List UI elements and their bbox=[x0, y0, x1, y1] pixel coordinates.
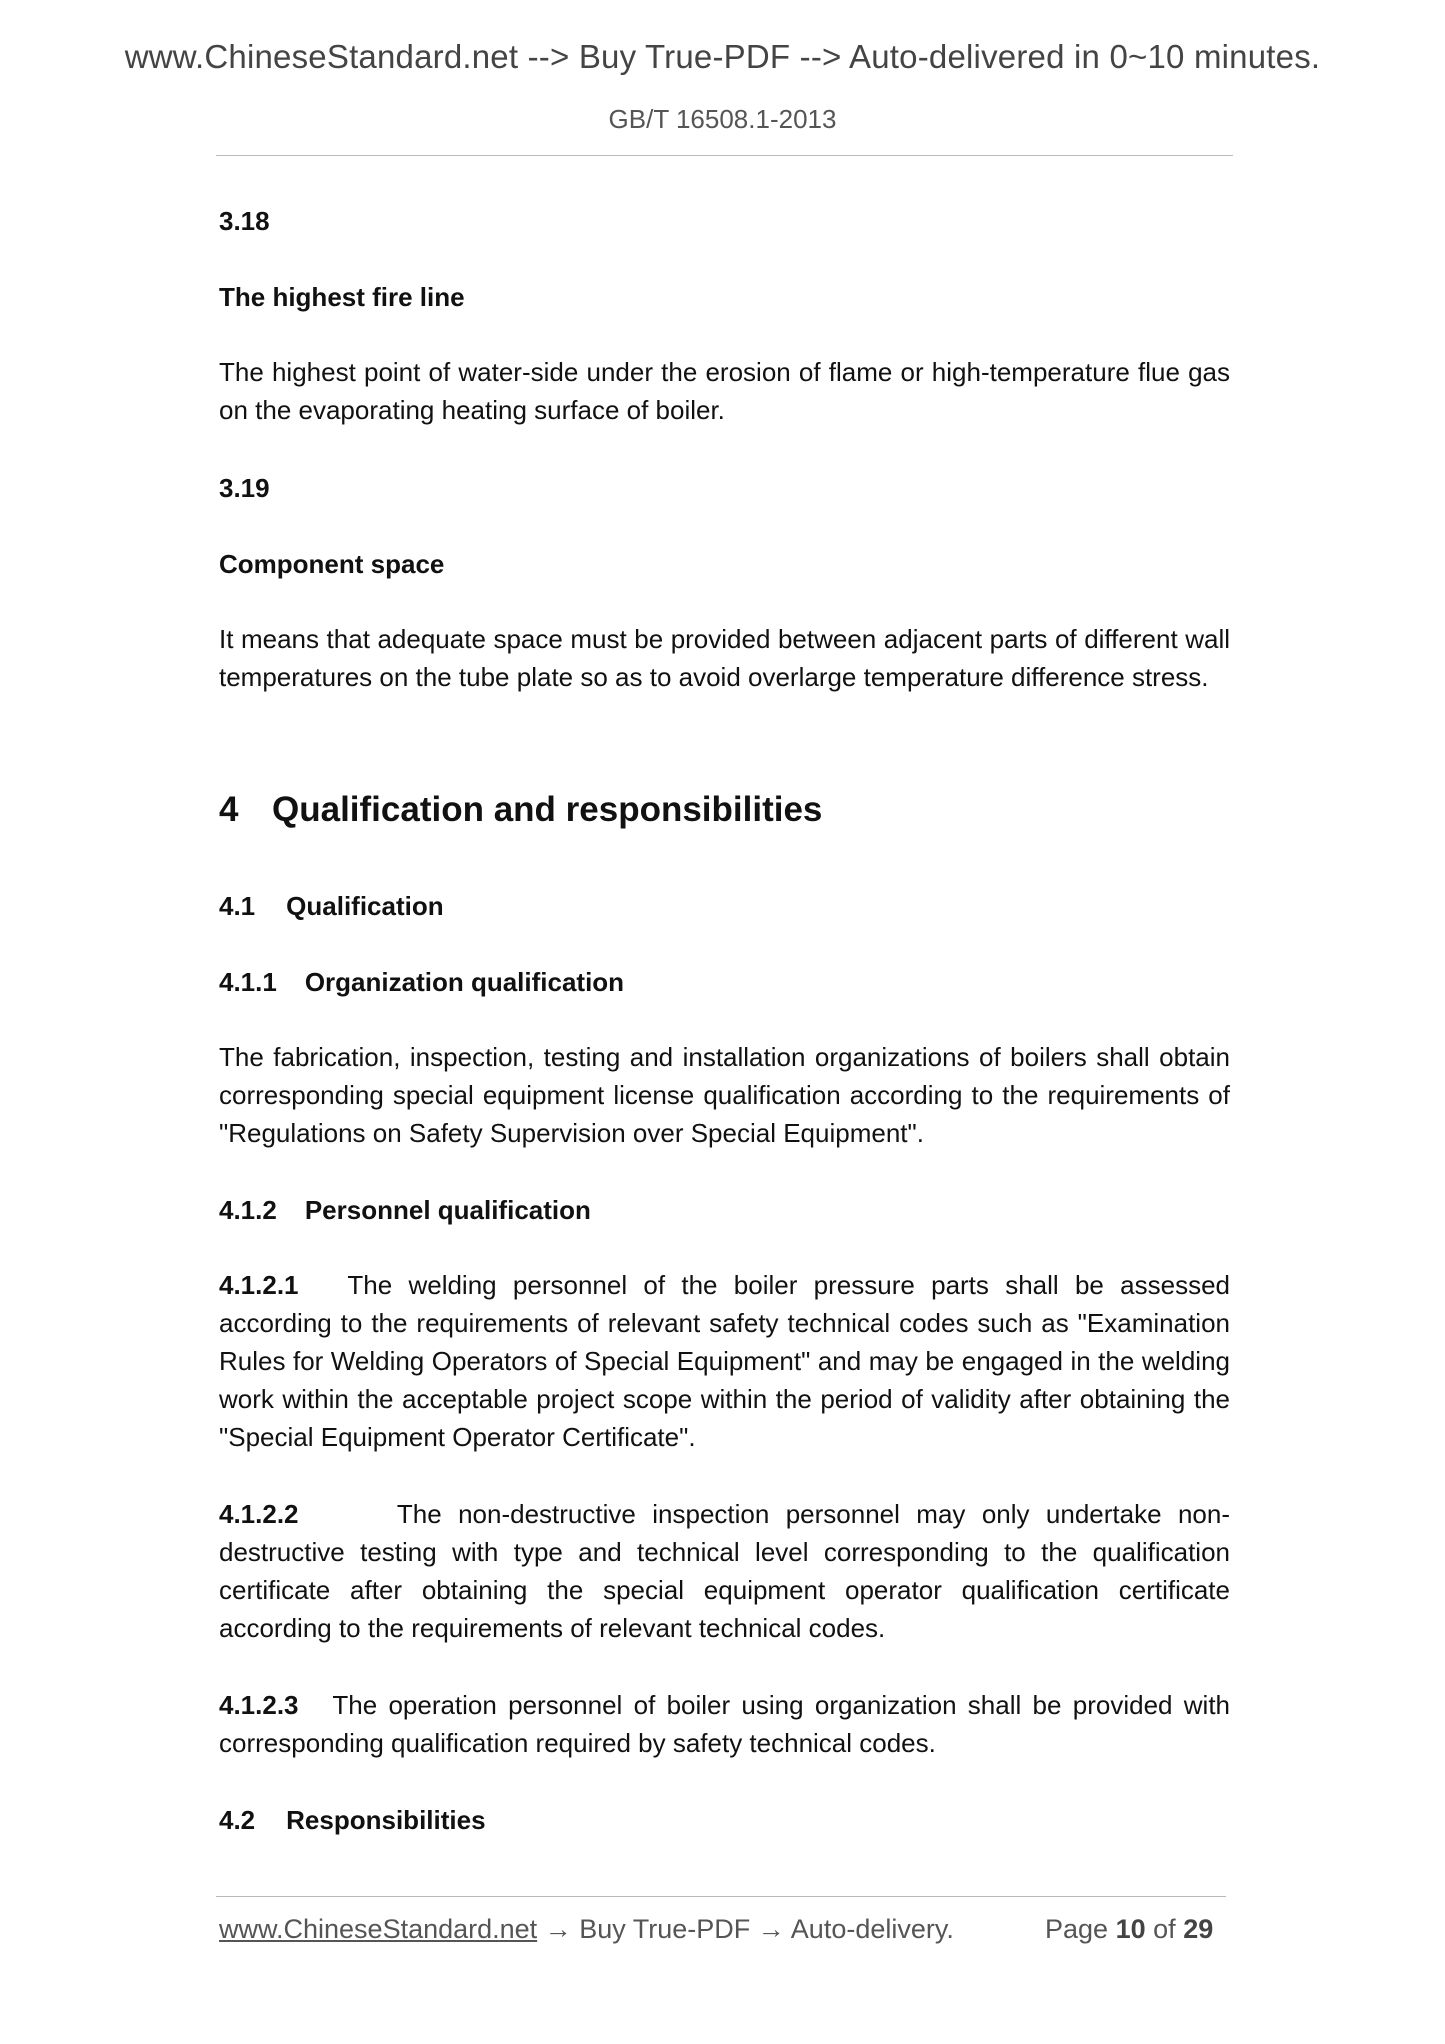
clause-text: The welding personnel of the boiler pressure parts shall be assessed according to the requirements of relevant safety technical codes such as "Examination Rules for Welding Operators of Special Equipment" and may be engaged in the welding work within the acceptable project scope within the period of validity after obtaining the "Special Equipment Operator Certificate". bbox=[219, 1270, 1230, 1452]
subsection-heading-4-1 bbox=[219, 891, 444, 922]
section-number: 4 bbox=[219, 790, 239, 829]
subsection-number: 4.1.2 bbox=[219, 1195, 277, 1225]
current-page-number: 10 bbox=[1115, 1914, 1146, 1944]
total-pages: 29 bbox=[1183, 1914, 1214, 1944]
of-label: of bbox=[1153, 1914, 1176, 1944]
footer-buy-text: Buy True-PDF bbox=[579, 1914, 751, 1944]
footer-promo bbox=[219, 1914, 954, 1945]
clause-number-3-18: 3.18 bbox=[219, 206, 270, 236]
paragraph-4-1-2-1 bbox=[219, 1266, 1230, 1456]
page-label: Page bbox=[1045, 1914, 1109, 1944]
subsection-title: Organization qualification bbox=[304, 967, 625, 997]
subsection-heading-4-1-2 bbox=[219, 1195, 591, 1226]
arrow-right-icon: → bbox=[544, 1914, 572, 1944]
top-banner[interactable]: www.ChineseStandard.net --> Buy True-PDF --> Auto-delivered in 0~10 minutes. bbox=[124, 38, 1321, 75]
section-heading-4 bbox=[219, 790, 822, 830]
footer-website-link[interactable]: www.ChineseStandard.net bbox=[219, 1914, 538, 1944]
paragraph-4-1-1: The fabrication, inspection, testing and installation organizations of boilers shall obtain corresponding special equipment license qualification according to the requirements of "Regulations on Safety Supervision over Special Equipment". bbox=[219, 1042, 1230, 1148]
header-divider bbox=[216, 155, 1233, 156]
subsection-number: 4.2 bbox=[219, 1805, 256, 1835]
clause-number: 4.1.2.3 bbox=[219, 1690, 299, 1720]
subsection-title: Qualification bbox=[286, 891, 444, 921]
paragraph-4-1-2-2 bbox=[219, 1495, 1230, 1647]
footer-divider bbox=[216, 1896, 1226, 1897]
paragraph-4-1-2-3 bbox=[219, 1686, 1230, 1762]
term-title-component-space: Component space bbox=[219, 549, 445, 579]
subsection-number: 4.1.1 bbox=[219, 967, 277, 997]
subsection-heading-4-2 bbox=[219, 1805, 486, 1836]
arrow-right-icon: → bbox=[757, 1914, 785, 1944]
subsection-number: 4.1 bbox=[219, 891, 256, 921]
definition-3-19: It means that adequate space must be provided between adjacent parts of different wall temperatures on the tube plate so as to avoid overlarge temperature difference stress. bbox=[219, 624, 1230, 692]
term-title-highest-fire-line: The highest fire line bbox=[219, 282, 465, 312]
clause-text: The non-destructive inspection personnel may only undertake non-destructive testing with type and technical level corresponding to the qualification certificate after obtaining the special equipment operator qualification certificate according to the requirements of relevant technical codes. bbox=[219, 1499, 1230, 1643]
clause-number: 4.1.2.2 bbox=[219, 1499, 299, 1529]
footer-delivery-text: Auto-delivery. bbox=[790, 1914, 954, 1944]
subsection-heading-4-1-1 bbox=[219, 967, 624, 998]
subsection-title: Personnel qualification bbox=[304, 1195, 591, 1225]
clause-number-3-19: 3.19 bbox=[219, 473, 270, 503]
page-indicator bbox=[1045, 1914, 1213, 1945]
clause-number: 4.1.2.1 bbox=[219, 1270, 299, 1300]
section-title: Qualification and responsibilities bbox=[272, 790, 823, 829]
clause-text: The operation personnel of boiler using organization shall be provided with corresponding qualification required by safety technical codes. bbox=[219, 1690, 1230, 1758]
definition-3-18: The highest point of water-side under the erosion of flame or high-temperature flue gas on the evaporating heating surface of boiler. bbox=[219, 357, 1230, 425]
subsection-title: Responsibilities bbox=[286, 1805, 486, 1835]
document-code: GB/T 16508.1-2013 bbox=[608, 104, 837, 134]
